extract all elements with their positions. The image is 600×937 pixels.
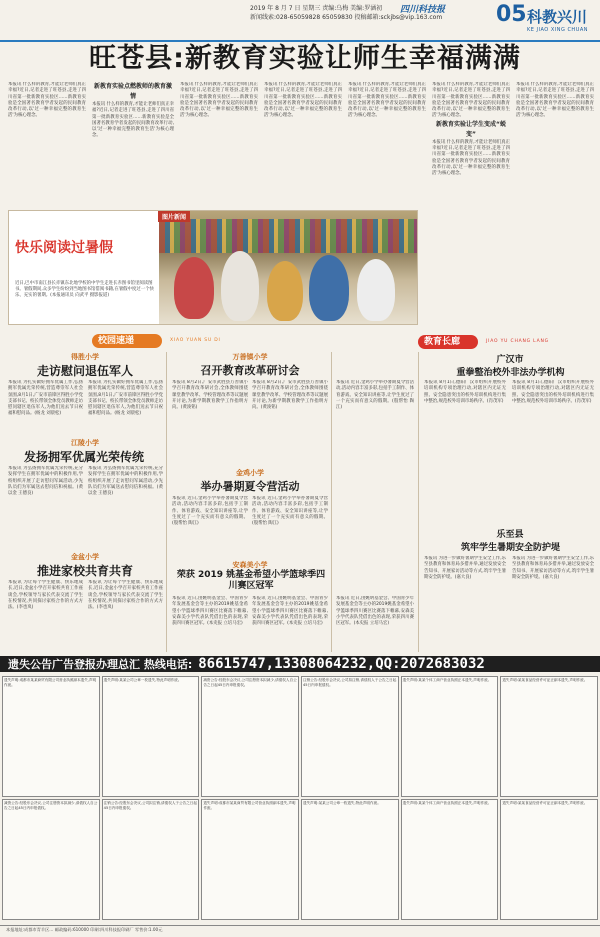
article-body: 本报讯 近日,金鸡小学举办暑期夏令营活动,活动内容丰富多彩,包括手工制作、体育游戏、安全知识讲座等,让学生度过了一个充实而有意义的假期。(殷帮怡 陶江) (172, 496, 248, 527)
article-body: 本报讯 为进一步做好暑期学生安全工作,乐至县教育和体育局多措并举,通过发放安全告知书、开展家访活动等方式,筑牢学生暑期安全防护堤。(嘉大良) (512, 556, 594, 580)
reader-child (221, 251, 259, 321)
school-name: 金盆小学 (71, 553, 99, 561)
education-gallery-banner: 教育长廊 (418, 335, 478, 349)
article-body: 本报讯 近日,由姚明基金会、中国青少年发展基金会等主办的2019姚基金希望小学篮球季四川赛区比赛落下帷幕,安森美小学代表队凭借出色的表现,荣获四川赛区冠军。(本史报 立培马宏) (172, 596, 248, 627)
article-body: 本报讯 为弘扬拥军优属光荣传统,充分发挥学生在拥军优属中的积极作用,学校组织开展了走访慰问军属活动,少先队员们为军属送去慰问信和祝福。(黄以金 王德良) (88, 466, 163, 497)
bookshelf (159, 219, 418, 253)
classified-ad-header (0, 656, 600, 672)
region-name: 乐至县 (496, 530, 524, 540)
photo-caption: 近日,巴中市南江县长赤镇东北地学校的中学生走进长赤图书馆里阅读图书。暑假期间,众多学生纷纷到当地图书馆借阅书籍,在暑假中度过一个快乐、充实的暑期。(本报通讯员 向武平 摄影报道) (15, 281, 154, 298)
article-body: 本报讯 8月1日,德阳广汉市组织开展校外培训机构专项治理行动,对辖区内无证无照、安全隐患突出的校外培训机构进行集中整治,规范校外培训市场秩序。(肖茂军) (512, 380, 594, 404)
article-title: 重拳整治校外非法办学机构 (456, 368, 565, 378)
notice-cell: 注销公告:经股东会决议,公司拟注销,请债权人于公告之日起45日内申报债权。 (301, 676, 399, 797)
notice-cell: 遗失声明:成都市某某商贸有限公司营业执照副本遗失,声明作废。 (201, 799, 299, 920)
lead-column-6 (432, 82, 510, 332)
section-name: 科教兴川 (527, 8, 588, 26)
notice-cell: 遗失声明:某某食品经营许可证正副本遗失,声明作废。 (500, 676, 598, 797)
notice-cell: 遗失声明:某某公司公章一枚遗失,特此声明作废。 (301, 799, 399, 920)
article-body: 本报讯 近日,由姚明基金会、中国青少年发展基金会等主办的2019姚基金希望小学篮球季四川赛区比赛落下帷幕,安森美小学代表队凭借出色的表现,荣获四川赛区冠军。(本史报 立培马宏) (252, 596, 328, 627)
masthead-meta (250, 4, 510, 22)
notice-cell: 减资公告:经股东会决议,公司注册资本拟减少,请债权人自公告之日起45日内申报债权。 (2, 799, 100, 920)
school-name: 安森美小学 (232, 561, 268, 569)
page-headline: 旺苍县:新教育实验让师生幸福满满 (89, 43, 521, 74)
notice-cell: 遗失声明:某某个体工商户营业执照正本遗失,声明作废。 (401, 799, 499, 920)
classified-ad-label: 遗失公告广告登报办理总汇 热线电话: (8, 658, 193, 671)
article-title: 筑牢学生暑期安全防护堤 (460, 543, 560, 553)
article-body: 本报讯 8月1日,德阳广汉市组织开展校外培训机构专项治理行动,对辖区内无证无照、安全隐患突出的校外培训机构进行集中整治,规范校外培训市场秩序。(肖茂军) (424, 380, 506, 404)
lead-column-1: 本报讯 什么样的教育,才能让老师们真正幸福?近日,记者走进了旺苍县,走进了四川省第一批新教育实验区……新教育实验是全国著名教育学者发起的民间教育改革行动,以'过一种幸福完整的教育生活'为核心理念。 (8, 82, 86, 119)
school-name: 江陵小学 (71, 439, 99, 447)
lead-column-2 (92, 82, 174, 204)
school-name: 得胜小学 (71, 353, 99, 361)
lead-column-6-text-2: 本报讯 什么样的教育,才能让老师们真正幸福?近日,记者走进了旺苍县,走进了四川省第一批新教育实验区……新教育实验是全国著名教育学者发起的民间教育改革行动,以'过一种幸福完整的教育生活'为核心理念。 (432, 139, 510, 177)
subhead-student: 新教育实验让学生变成“蜕变” (436, 120, 506, 138)
paper-name: 四川科技报 (400, 5, 446, 15)
column-divider (331, 352, 332, 652)
article-body: 本报讯 近日,由姚明基金会、中国青少年发展基金会等主办的2019姚基金希望小学篮球季四川赛区比赛落下帷幕,安森美小学代表队凭借出色的表现,荣获四川赛区冠军。(本史报 立培马宏) (336, 596, 414, 627)
photo-title: 快乐阅读过暑假 (15, 240, 113, 256)
classified-ad-phones: 86615747,13308064232,QQ:2072683032 (198, 656, 485, 672)
column-divider (166, 352, 167, 652)
notice-cell: 遗失声明:某某食品经营许可证正副本遗失,声明作废。 (500, 799, 598, 920)
article-body: 本报讯 近日,金鸡小学举办暑期夏令营活动,活动内容丰富多彩,包括手工制作、体育游戏、安全知识讲座等,让学生度过了一个充实而有意义的假期。(殷帮怡 陶江) (252, 496, 328, 527)
article-title: 走访慰问退伍军人 (36, 364, 133, 378)
article-body: 本报讯 为扎实做好拥军优属工作,弘扬拥军优属光荣传统,营造尊崇军人社会氛围,8月1日,广安市前锋区得胜小学党支部书记、校长带领全体党员教师走访慰问辖区退伍军人,为他们送去节日祝福和慰问品。(杨龙 刘晨松) (8, 380, 83, 417)
lead-column-3: 本报讯 什么样的教育,才能让老师们真正幸福?近日,记者走进了旺苍县,走进了四川省第一批新教育实验区……新教育实验是全国著名教育学者发起的民间教育改革行动,以'过一种幸福完整的教育生活'为核心理念。 (180, 82, 258, 119)
article-title: 发扬拥军优属光荣传统 (23, 450, 144, 464)
page-number: 05 (496, 2, 527, 27)
lead-column-2-text: 本报讯 什么样的教育,才能让老师们真正幸福?近日,记者走进了旺苍县,走进了四川省第一批新教育实验区……新教育实验是全国著名教育学者发起的民间教育改革行动,以'过一种幸福完整的教育生活'为核心理念。 (92, 102, 174, 139)
lead-column-6-text: 本报讯 什么样的教育,才能让老师们真正幸福?近日,记者走进了旺苍县,走进了四川省第一批新教育实验区……新教育实验是全国著名教育学者发起的民间教育改革行动,以'过一种幸福完整的教育生活'为核心理念。 (432, 82, 510, 119)
page-footer: 本报地址:成都市青羊区… 邮政编码:610000 印刷:四川科技报印刷厂 零售价:1.00元 (0, 925, 600, 937)
article-body: 本报讯 为让每个学生健康、快乐地成长,近日,金盆小学召开家校共育工作座谈会,学校领导与家长代表交流了学生在校情况,共同探讨家校合作的方式方法。(李也岚) (88, 580, 163, 611)
campus-express-pinyin: XIAO YUAN SU DI (170, 338, 221, 343)
lead-column-5: 本报讯 什么样的教育,才能让老师们真正幸福?近日,记者走进了旺苍县,走进了四川省第一批新教育实验区……新教育实验是全国著名教育学者发起的民间教育改革行动,以'过一种幸福完整的教育生活'为核心理念。 (348, 82, 426, 119)
lead-column-4: 本报讯 什么样的教育,才能让老师们真正幸福?近日,记者走进了旺苍县,走进了四川省第一批新教育实验区……新教育实验是全国著名教育学者发起的民间教育改革行动,以'过一种幸福完整的教育生活'为核心理念。 (264, 82, 342, 119)
article-title: 荣获 2019 姚基金希望小学篮球季四川赛区冠军 (176, 570, 326, 591)
article-body: 本报讯 为弘扬拥军优属光荣传统,充分发挥学生在拥军优属中的积极作用,学校组织开展了走访慰问军属活动,少先队员们为军属送去慰问信和祝福。(黄以金 王德良) (8, 466, 83, 497)
date-line: 2019 年 8 月 7 日 星期三 责编:乌梅 美编:罗涵初 (250, 5, 383, 12)
article-body: 本报讯 8月2日,广安市武胜县万善镇小学召开教育改革研讨会,全体教师围绕课堂教学改革、学校管理改革等议题展开讨论,为新学期教育教学工作指明方向。(黄浚铭) (252, 380, 328, 411)
lead-column-7: 本报讯 什么样的教育,才能让老师们真正幸福?近日,记者走进了旺苍县,走进了四川省第一批新教育实验区……新教育实验是全国著名教育学者发起的民间教育改革行动,以'过一种幸福完整的教育生活'为核心理念。 (516, 82, 594, 119)
notice-cell: 遗失声明:某某个体工商户营业执照正本遗失,声明作废。 (401, 676, 499, 797)
reader-child (357, 259, 395, 321)
region-name: 广汉市 (496, 355, 524, 365)
classified-notices (0, 674, 600, 922)
article-body: 本报讯 为扎实做好拥军优属工作,弘扬拥军优属光荣传统,营造尊崇军人社会氛围,8月1日,广安市前锋区得胜小学党支部书记、校长带领全体党员教师走访慰问辖区退伍军人,为他们送去节日祝福和慰问品。(杨龙 刘晨松) (88, 380, 163, 417)
school-name: 万善镇小学 (232, 353, 268, 361)
education-gallery-pinyin: JIAO YU CHANG LANG (486, 339, 549, 344)
notice-cell: 遗失声明:某某公司公章一枚遗失,特此声明作废。 (102, 676, 200, 797)
article-title: 推进家校共育共育 (36, 564, 133, 578)
contact-line: 新闻线索:028-65059828 65059830 投稿邮箱:sckjbs@vip.163.com (250, 14, 443, 21)
article-body: 本报讯 8月2日,广安市武胜县万善镇小学召开教育改革研讨会,全体教师围绕课堂教学改革、学校管理改革等议题展开讨论,为新学期教育教学工作指明方向。(黄浚铭) (172, 380, 248, 411)
article-body: 本报讯 为进一步做好暑期学生安全工作,乐至县教育和体育局多措并举,通过发放安全告知书、开展家访活动等方式,筑牢学生暑期安全防护堤。(嘉大良) (424, 556, 506, 580)
notice-cell: 注销公告:经股东会决议,公司拟注销,请债权人于公告之日起45日内申报债权。 (102, 799, 200, 920)
section-pinyin: KE JIAO XING CHUAN (527, 27, 589, 33)
subhead-teacher: 新教育实验点燃教师的教育激情 (93, 83, 172, 100)
article-body: 本报讯 近日,金鸡小学举办暑期夏令营活动,活动内容丰富多彩,包括手工制作、体育游戏、安全知识讲座等,让学生度过了一个充实而有意义的假期。(殷帮怡 陶江) (336, 380, 414, 411)
notice-cell: 遗失声明:成都市某某商贸有限公司营业执照副本遗失,声明作废。 (2, 676, 100, 797)
column-divider (418, 352, 419, 652)
school-name: 金鸡小学 (236, 469, 264, 477)
reader-child (267, 261, 303, 321)
reader-child (174, 257, 214, 319)
photo-news (8, 210, 418, 325)
campus-express-banner: 校园速递 (92, 334, 162, 348)
photo-tag: 图片新闻 (158, 211, 190, 222)
article-title: 举办暑期夏令营活动 (200, 480, 300, 493)
notice-cell: 减资公告:经股东会决议,公司注册资本拟减少,请债权人自公告之日起45日内申报债权。 (201, 676, 299, 797)
masthead (0, 0, 600, 42)
article-body: 本报讯 为让每个学生健康、快乐地成长,近日,金盆小学召开家校共育工作座谈会,学校领导与家长代表交流了学生在校情况,共同探讨家校合作的方式方法。(李也岚) (8, 580, 83, 611)
article-title: 召开教育改革研讨会 (200, 364, 300, 377)
reader-child (309, 255, 349, 321)
